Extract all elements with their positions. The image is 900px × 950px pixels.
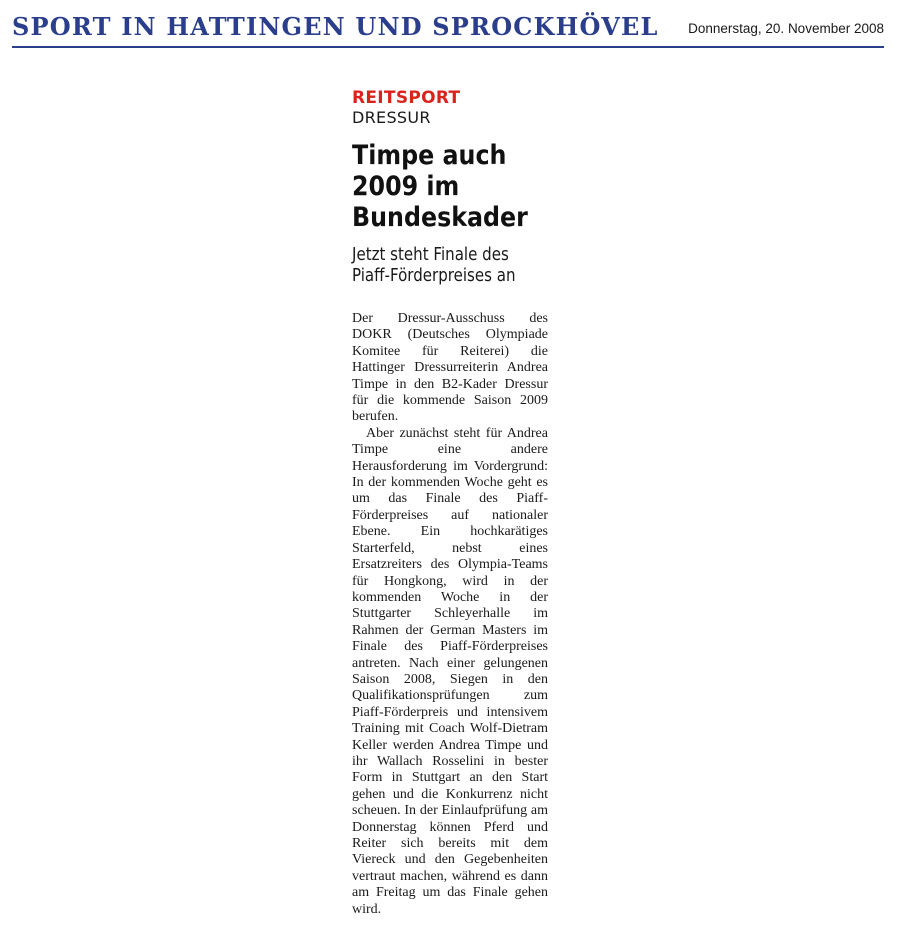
publication-date: Donnerstag, 20. November 2008: [688, 21, 884, 36]
article-paragraph: Aber zunächst steht für Andrea Timpe eine andere Herausforderung im Vordergrund: In der kommenden Woche geht es um das Finale des Piaff-Förderpreises auf nationaler Ebene. Ein hochkarätiges Starterfeld, nebst eines Ersatzreiters des Olympia-Teams für Hongkong, wird in der kommenden Woche in der Stuttgarter Schleyerhalle im Rahmen der German Masters im Finale des Piaff-Förderpreises antreten. Nach einer gelungenen Saison 2008, Siegen in den Qualifikationsprüfungen zum Piaff-Förderpreis und intensivem Training mit Coach Wolf-Dietram Keller werden Andrea Timpe und ihr Wallach Rosselini in bester Form in Stuttgart an den Start gehen und die Konkurrenz nicht scheuen. In der Einlaufprüfung am Donnerstag können Pferd und Reiter sich bereits mit dem Viereck und den Gegebenheiten vertraut machen, während es dann am Freitag um das Finale gehen wird.: [352, 425, 548, 917]
article-paragraph: Der Dressur-Ausschuss des DOKR (Deutsches Olympiade Komitee für Reiterei) die Hattinger Dressurreiterin Andrea Timpe in den B2-Kader Dressur für die kommende Saison 2009 berufen.: [352, 311, 548, 425]
article-kicker: REITSPORT: [352, 88, 461, 108]
article-body: [352, 311, 548, 918]
article-subkicker: DRESSUR: [352, 108, 431, 127]
masthead: [12, 12, 884, 48]
section-title: SPORT IN HATTINGEN UND SPROCKHÖVEL: [12, 12, 659, 41]
article-subhead: Jetzt steht Finale des Piaff-Förderpreises an: [352, 245, 516, 286]
article: [352, 88, 548, 918]
article-headline: Timpe auch 2009 im Bundeskader: [352, 140, 528, 233]
